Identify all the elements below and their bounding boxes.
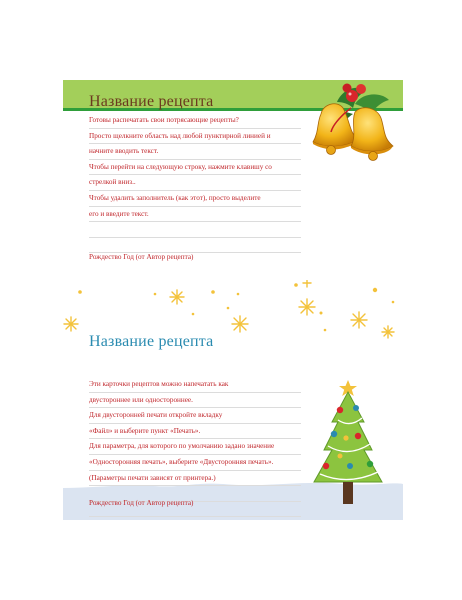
recipe-title[interactable]: Название рецепта [89,333,214,350]
recipe-text-lines [89,113,301,253]
recipe-line[interactable]: Чтобы удалить заполнитель (как этот), просто выделите [89,191,301,207]
recipe-line[interactable]: «Односторонняя печать», выберите «Двусторонняя печать». [89,455,301,471]
recipe-footer[interactable]: Рождество Год (от Автор рецепта) [89,253,194,261]
recipe-card-2 [63,280,403,520]
recipe-line[interactable]: Для двусторонней печати откройте вкладку [89,408,301,424]
christmas-tree-icon [312,380,384,506]
christmas-bells-icon [303,74,403,162]
recipe-line[interactable]: его и введите текст. [89,207,301,223]
recipe-line[interactable] [89,222,301,238]
recipe-card-1 [63,80,403,270]
recipe-line[interactable]: стрелкой вниз.. [89,175,301,191]
recipe-line[interactable]: Чтобы перейти на следующую строку, нажмите клавишу со [89,160,301,176]
recipe-line[interactable]: начните вводить текст. [89,144,301,160]
recipe-line[interactable]: двустороннее или одностороннее. [89,393,301,409]
recipe-line[interactable]: Просто щелкните область над любой пунктирной линией и [89,129,301,145]
recipe-line[interactable]: Эти карточки рецептов можно напечатать как [89,377,301,393]
recipe-line[interactable]: Готовы распечатать свои потрясающие рецепты? [89,113,301,129]
recipe-text-lines [89,377,301,517]
recipe-line[interactable]: Для параметра, для которого по умолчанию задано значение [89,439,301,455]
recipe-title[interactable]: Название рецепта [89,93,214,110]
recipe-line[interactable]: «Файл» и выберите пункт «Печать». [89,424,301,440]
recipe-line[interactable] [89,238,301,254]
recipe-line[interactable]: (Параметры печати зависят от принтера.) [89,471,301,487]
recipe-footer[interactable]: Рождество Год (от Автор рецепта) [89,499,194,507]
